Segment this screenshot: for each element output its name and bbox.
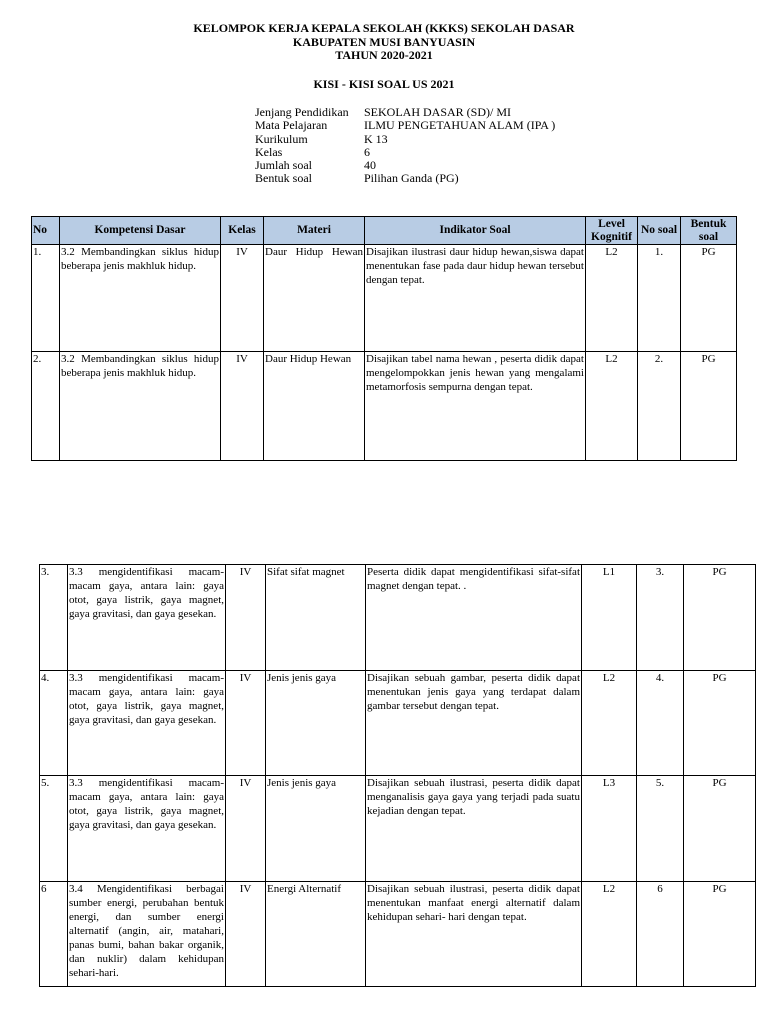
info-value: Pilihan Ganda (PG)	[364, 171, 459, 186]
header-line-1: KELOMPOK KERJA KEPALA SEKOLAH (KKKS) SEKOLAH DASAR	[193, 21, 575, 35]
info-row	[255, 146, 555, 159]
info-value: K 13	[364, 131, 388, 146]
col-header-bentuk-soal: Bentuk soal	[681, 217, 737, 245]
cell-kompetensi-dasar: 3.2 Membandingkan siklus hidup beberapa jenis makhluk hidup.	[60, 352, 221, 461]
cell-bentuk: PG	[684, 882, 756, 987]
info-value: ILMU PENGETAHUAN ALAM (IPA )	[364, 118, 556, 133]
cell-bentuk: PG	[681, 352, 737, 461]
cell-indikator: Disajikan sebuah ilustrasi, peserta didik dapat menentukan manfaat energi alternatif dalam kehidupan sehari- hari dengan tepat.	[366, 882, 582, 987]
cell-kelas: IV	[221, 245, 264, 352]
cell-kompetensi-dasar: 3.2 Membandingkan siklus hidup beberapa jenis makhluk hidup.	[60, 245, 221, 352]
cell-materi: Jenis jenis gaya	[266, 776, 366, 882]
cell-kelas: IV	[221, 352, 264, 461]
cell-indikator: Disajikan ilustrasi daur hidup hewan,siswa dapat menentukan fase pada daur hidup hewan tersebut dengan tepat.	[365, 245, 586, 352]
cell-bentuk: PG	[684, 671, 756, 776]
cell-level: L2	[582, 671, 637, 776]
cell-bentuk: PG	[681, 245, 737, 352]
col-header-kompetensi-dasar: Kompetensi Dasar	[60, 217, 221, 245]
info-value: 40	[364, 158, 376, 173]
info-label: Kurikulum	[255, 131, 308, 146]
info-label: Kelas	[255, 144, 283, 159]
cell-kelas: IV	[226, 776, 266, 882]
cell-materi: Daur Hidup Hewan	[264, 245, 365, 352]
info-label: Bentuk soal	[255, 171, 312, 186]
col-header-level-kognitif: Level Kognitif	[586, 217, 638, 245]
cell-no-soal: 3.	[637, 565, 684, 671]
cell-level: L3	[582, 776, 637, 882]
info-value: 6	[364, 144, 370, 159]
cell-indikator: Disajikan tabel nama hewan , peserta didik dapat mengelompokkan jenis hewan yang mengalami metamorfosis sempurna dengan tepat.	[365, 352, 586, 461]
document-header	[0, 22, 768, 63]
cell-kompetensi-dasar: 3.3 mengidentifikasi macam-macam gaya, antara lain: gaya otot, gaya listrik, gaya magnet, gaya gravitasi, dan gaya gesekan.	[68, 776, 226, 882]
cell-materi: Daur Hidup Hewan	[264, 352, 365, 461]
cell-no-soal: 6	[637, 882, 684, 987]
kisi-kisi-table	[31, 216, 737, 461]
info-block	[255, 106, 555, 186]
table-row	[40, 671, 756, 776]
cell-no: 1.	[32, 245, 60, 352]
cell-level: L1	[582, 565, 637, 671]
info-row	[255, 119, 555, 132]
info-value: SEKOLAH DASAR (SD)/ MI	[364, 105, 512, 119]
table-header-row	[32, 217, 737, 245]
cell-kelas: IV	[226, 565, 266, 671]
cell-kompetensi-dasar: 3.3 mengidentifikasi macam-macam gaya, antara lain: gaya otot, gaya listrik, gaya magnet, gaya gravitasi, dan gaya gesekan.	[68, 565, 226, 671]
cell-level: L2	[582, 882, 637, 987]
info-label: Jumlah soal	[255, 158, 312, 173]
table-row	[40, 565, 756, 671]
cell-no-soal: 1.	[638, 245, 681, 352]
cell-materi: Sifat sifat magnet	[266, 565, 366, 671]
cell-materi: Jenis jenis gaya	[266, 671, 366, 776]
table-row	[40, 776, 756, 882]
cell-kompetensi-dasar: 3.4 Mengidentifikasi berbagai sumber energi, perubahan bentuk energi, dan sumber energi alternatif (angin, air, matahari, panas bumi, bahan bakar organik, dan nuklir) dalam kehidupan sehari-hari.	[68, 882, 226, 987]
cell-indikator: Disajikan sebuah ilustrasi, peserta didik dapat menganalisis gaya gaya yang terjadi pada suatu kejadian dengan tepat.	[366, 776, 582, 882]
cell-no-soal: 4.	[637, 671, 684, 776]
kisi-kisi-table-continued	[39, 564, 756, 987]
cell-no-soal: 5.	[637, 776, 684, 882]
info-row	[255, 172, 555, 185]
cell-no: 3.	[40, 565, 68, 671]
info-row	[255, 106, 555, 119]
cell-kompetensi-dasar: 3.3 mengidentifikasi macam-macam gaya, antara lain: gaya otot, gaya listrik, gaya magnet, gaya gravitasi, dan gaya gesekan.	[68, 671, 226, 776]
cell-no: 6	[40, 882, 68, 987]
cell-indikator: Disajikan sebuah gambar, peserta didik dapat menentukan jenis gaya yang terdapat dalam gambar tersebut dengan tepat.	[366, 671, 582, 776]
cell-no: 5.	[40, 776, 68, 882]
cell-level: L2	[586, 352, 638, 461]
col-header-materi: Materi	[264, 217, 365, 245]
header-line-3: TAHUN 2020-2021	[335, 48, 433, 62]
info-label: Mata Pelajaran	[255, 118, 328, 133]
table-row	[40, 882, 756, 987]
cell-level: L2	[586, 245, 638, 352]
cell-kelas: IV	[226, 882, 266, 987]
col-header-kelas: Kelas	[221, 217, 264, 245]
cell-no-soal: 2.	[638, 352, 681, 461]
info-row	[255, 133, 555, 146]
cell-bentuk: PG	[684, 565, 756, 671]
info-label: Jenjang Pendidikan	[255, 105, 349, 119]
col-header-indikator-soal: Indikator Soal	[365, 217, 586, 245]
cell-indikator: Peserta didik dapat mengidentifikasi sifat-sifat magnet dengan tepat. .	[366, 565, 582, 671]
table-row	[32, 352, 737, 461]
header-line-2: KABUPATEN MUSI BANYUASIN	[292, 34, 476, 49]
document-title: KISI - KISI SOAL US 2021	[313, 77, 455, 91]
col-header-no: No	[32, 217, 60, 245]
col-header-no-soal: No soal	[638, 217, 681, 245]
cell-materi: Energi Alternatif	[266, 882, 366, 987]
info-row	[255, 159, 555, 172]
cell-no: 4.	[40, 671, 68, 776]
cell-bentuk: PG	[684, 776, 756, 882]
cell-no: 2.	[32, 352, 60, 461]
table-row	[32, 245, 737, 352]
cell-kelas: IV	[226, 671, 266, 776]
